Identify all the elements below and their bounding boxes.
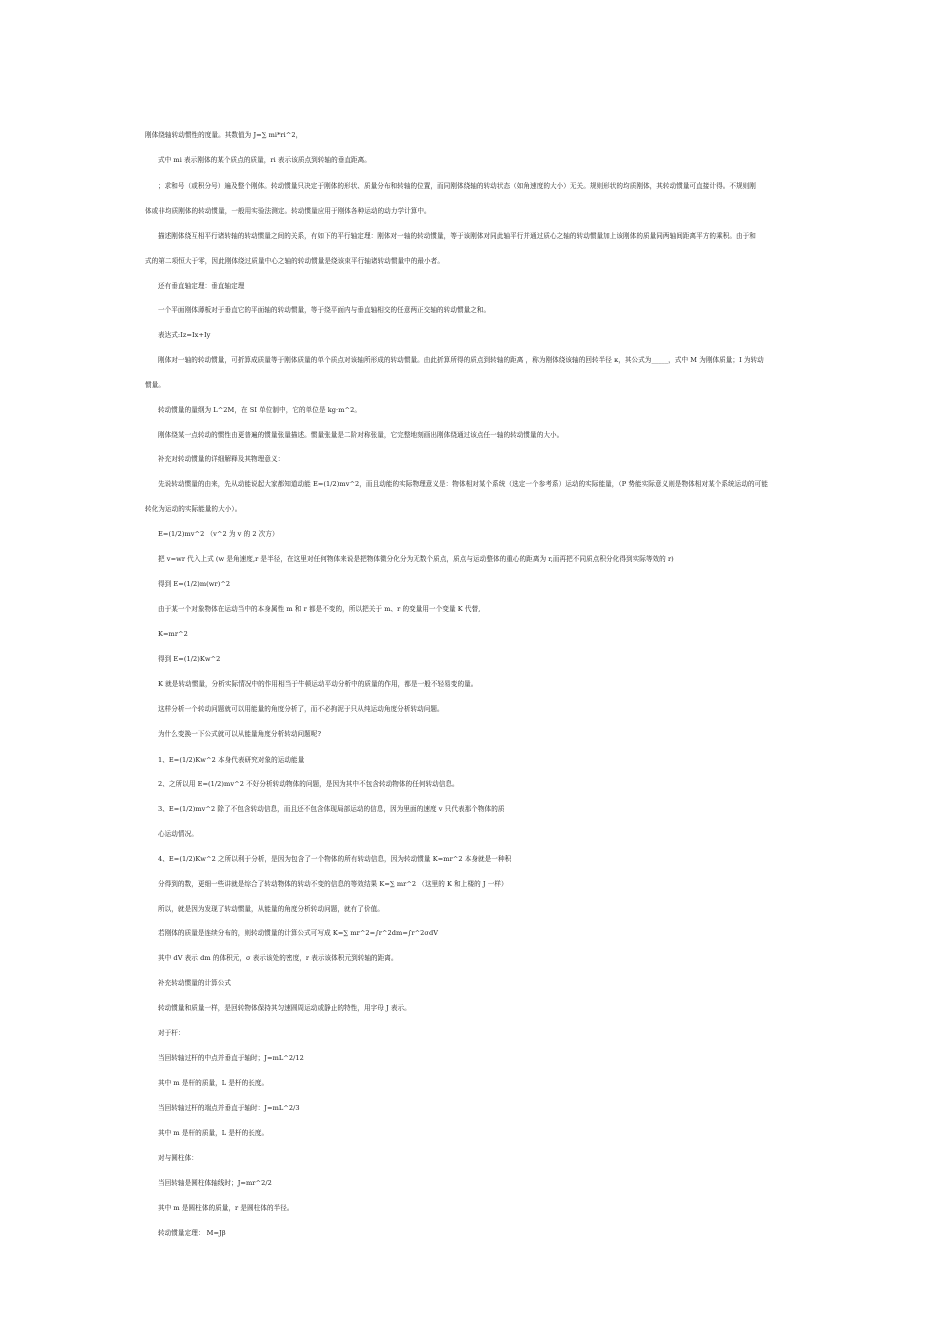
paragraph-line: 转动惯量定理： M=Jβ — [158, 1229, 226, 1237]
paragraph-line: K 就是转动惯量，分析实际情况中的作用相当于牛顿运动平动分析中的质量的作用，都是一般不轻易变的量。 — [158, 680, 478, 688]
paragraph-line: 得到 E=(1/2)Kw^2 — [158, 655, 221, 663]
paragraph-line: 刚体对一轴的转动惯量，可折算成质量等于刚体质量的单个质点对该轴所形成的转动惯量。由此折算所得的质点到转轴的距离 ，称为刚体绕该轴的回转半径 κ，其公式为_____，式中 M 为刚体质量；I 为转动 — [158, 356, 764, 364]
paragraph-line: 得到 E=(1/2)m(wr)^2 — [158, 580, 231, 588]
paragraph-line: 当回转轴是圆柱体轴线时；J=mr^2/2 — [158, 1179, 272, 1187]
paragraph-line: 式中 mi 表示刚体的某个质点的质量，ri 表示该质点到转轴的垂直距离。 — [158, 156, 371, 164]
paragraph-line: 刚体绕某一点转动的惯性由更普遍的惯量张量描述。惯量张量是二阶对称张量，它完整地刻画出刚体绕通过该点任一轴的转动惯量的大小。 — [158, 431, 564, 439]
paragraph-line: 体或非均质刚体的转动惯量，一般用实验法测定。转动惯量应用于刚体各种运动的动力学计算中。 — [145, 207, 431, 215]
paragraph-line: 一个平面刚体薄板对于垂直它的平面轴的转动惯量，等于绕平面内与垂直轴相交的任意两正交轴的转动惯量之和。 — [158, 306, 491, 314]
paragraph-line: 先说转动惯量的由来，先从动能说起大家都知道动能 E=(1/2)mv^2，而且动能的实际物理意义是：物体相对某个系统（选定一个参考系）运动的实际能量，（P 势能实际意义则是物体相对某个系统运动的可能 — [158, 480, 768, 488]
paragraph-line: K=mr^2 — [158, 630, 188, 638]
paragraph-line: E=(1/2)mv^2 （v^2 为 v 的 2 次方） — [158, 530, 279, 538]
paragraph-line: 对与圆柱体： — [158, 1154, 198, 1162]
paragraph-line: 当回转轴过杆的端点并垂直于轴时：J=mL^2/3 — [158, 1104, 300, 1112]
paragraph-line: 1、E=(1/2)Kw^2 本身代表研究对象的运动能量 — [158, 756, 305, 764]
paragraph-line: 其中 dV 表示 dm 的体积元，σ 表示该处的密度，r 表示该体积元到转轴的距离。 — [158, 954, 398, 962]
paragraph-line: 其中 m 是杆的质量，L 是杆的长度。 — [158, 1129, 269, 1137]
paragraph-line: 若刚体的质量是连续分布的，则转动惯量的计算公式可写成 K=∑ mr^2=∫r^2dm=∫r^2σdV — [158, 929, 439, 937]
paragraph-line: 转动惯量的量纲为 L^2M，在 SI 单位制中，它的单位是 kg·m^2。 — [158, 406, 361, 414]
paragraph-line: 把 v=wr 代入上式 (w 是角速度,r 是半径，在这里对任何物体来说是把物体微分化分为无数个质点，质点与运动整体的重心的距离为 r,而再把不同质点积分化得到实际等效的 r) — [158, 555, 674, 563]
paragraph-line: 转化为运动的实际能量的大小）。 — [145, 505, 242, 513]
paragraph-line: 2、之所以用 E=(1/2)mv^2 不好分析转动物体的问题，是因为其中不包含转动物体的任何转动信息。 — [158, 780, 459, 788]
paragraph-line: 当回转轴过杆的中点并垂直于轴时；J=mL^2/12 — [158, 1054, 304, 1062]
paragraph-line: 其中 m 是杆的质量，L 是杆的长度。 — [158, 1079, 269, 1087]
paragraph-line: 其中 m 是圆柱体的质量，r 是圆柱体的半径。 — [158, 1204, 294, 1212]
paragraph-line: 转动惯量和质量一样，是回转物体保持其匀速圆周运动或静止的特性，用字母 J 表示。 — [158, 1004, 411, 1012]
paragraph-line: 4、E=(1/2)Kw^2 之所以利于分析，是因为包含了一个物体的所有转动信息，因为转动惯量 K=mr^2 本身就是一种积 — [158, 855, 512, 863]
paragraph-line: 描述刚体绕互相平行诸转轴的转动惯量之间的关系，有如下的平行轴定理：刚体对一轴的转动惯量，等于该刚体对同此轴平行并通过质心之轴的转动惯量加上该刚体的质量同两轴间距离平方的乘积。由于和 — [158, 232, 756, 240]
paragraph-line: 3、E=(1/2)mv^2 除了不包含转动信息，而且还不包含体现局部运动的信息，因为里面的速度 v 只代表那个物体的质 — [158, 805, 505, 813]
paragraph-line: 补充对转动惯量的详细解释及其物理意义： — [158, 455, 285, 463]
paragraph-line: 分得到的数，更细一些讲就是综合了转动物体的转动不变的信息的等效结果 K=∑ mr^2 （这里的 K 和上楼的 J 一样） — [158, 880, 508, 888]
paragraph-line: 还有垂直轴定理：垂直轴定理 — [158, 282, 245, 290]
paragraph-line: ；求和号（或积分号）遍及整个刚体。转动惯量只决定于刚体的形状、质量分布和转轴的位置，而同刚体绕轴的转动状态（如角速度的大小）无关。规则形状的均质刚体，其转动惯量可直接计得。不规则刚 — [158, 182, 756, 190]
paragraph-line: 由于某一个对象物体在运动当中的本身属性 m 和 r 都是不变的，所以把关于 m、r 的变量用一个变量 K 代替, — [158, 605, 481, 613]
paragraph-line: 这样分析一个转动问题就可以用能量的角度分析了，而不必拘泥于只从纯运动角度分析转动问题。 — [158, 705, 444, 713]
paragraph-line: 刚体绕轴转动惯性的度量。其数值为 J=∑ mi*ri^2， — [145, 131, 303, 139]
paragraph-line: 心运动情况。 — [158, 830, 198, 838]
paragraph-line: 式的第二项恒大于零，因此刚体绕过质量中心之轴的转动惯量是绕该束平行轴诸转动惯量中的最小者。 — [145, 257, 444, 265]
paragraph-line: 为什么变换一下公式就可以从能量角度分析转动问题呢? — [158, 730, 322, 738]
paragraph-line: 对于杆： — [158, 1029, 185, 1037]
paragraph-line: 惯量。 — [145, 381, 165, 389]
paragraph-line: 补充转动惯量的计算公式 — [158, 979, 232, 987]
paragraph-line: 表达式:Iz=Ix+Iy — [158, 331, 211, 339]
paragraph-line: 所以，就是因为发现了转动惯量，从能量的角度分析转动问题，就有了价值。 — [158, 905, 384, 913]
